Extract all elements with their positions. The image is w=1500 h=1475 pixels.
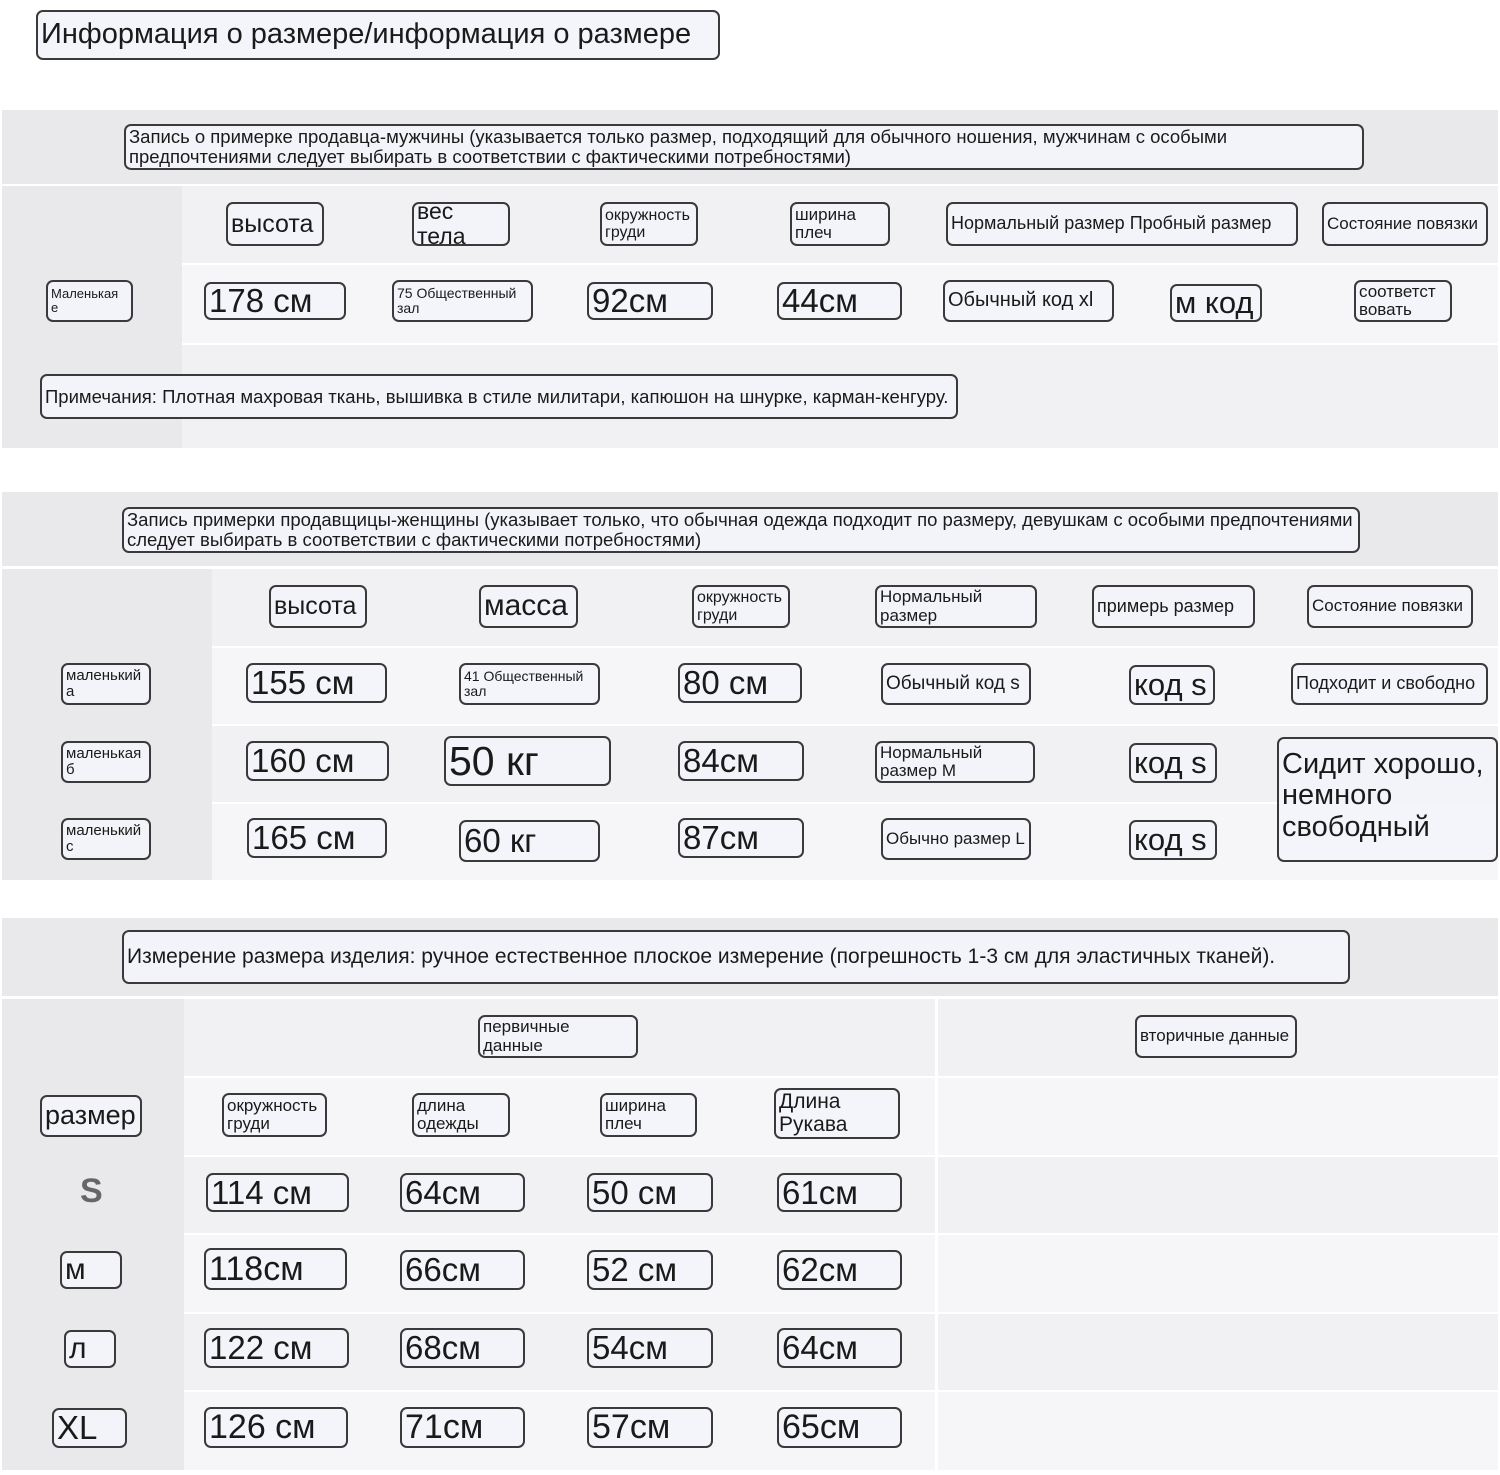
male-header-weight-text: вес тела — [417, 202, 466, 246]
female-header-chest-text: окружность груди — [697, 589, 782, 624]
female-row-2-trial-text: код s — [1134, 745, 1207, 781]
product-row-l-shoulder-text: 54см — [592, 1329, 668, 1367]
product-row-s-chest-text: 114 см — [211, 1173, 312, 1211]
product-row-m-sleeve — [777, 1250, 902, 1290]
product-row-xl-sleeve-text: 65см — [782, 1408, 861, 1447]
female-row-2-state — [1277, 737, 1498, 862]
product-row-s-length — [400, 1173, 525, 1212]
female-header-trial-text: примерь размер — [1097, 595, 1235, 616]
male-row-trial — [1170, 284, 1262, 322]
female-row-2-label — [61, 741, 151, 783]
female-header-weight-text: масса — [484, 589, 568, 623]
male-heading — [124, 124, 1364, 170]
product-secondary-text: вторичные данные — [1140, 1026, 1290, 1046]
product-row-s-length-text: 64см — [405, 1173, 481, 1211]
male-row-state-text: соответст вовать — [1359, 281, 1436, 319]
female-header-normal-text: Нормальный размер — [880, 587, 983, 625]
product-row-l-length — [400, 1328, 525, 1368]
female-row-1-weight-text: 41 Общественный зал — [464, 667, 584, 699]
female-row-2-chest-text: 84см — [683, 742, 759, 780]
product-row-xl-chest — [204, 1407, 348, 1448]
male-heading-text: Запись о примерке продавца-мужчины (указывается только размер, подходящий для обычного ношения, мужчинам с особыми предпочтениями следует выбирать в соответствии с фактическими потребностями) — [129, 126, 1228, 167]
male-row-shoulder-text: 44см — [782, 282, 858, 320]
product-size-header-text: размер — [45, 1100, 136, 1131]
female-row-3-chest-text: 87см — [683, 819, 759, 857]
page-title — [36, 10, 720, 60]
male-header-height-text: высота — [231, 209, 314, 238]
male-row-height-text: 178 см — [209, 282, 313, 320]
male-header-size-text: Нормальный размер Пробный размер — [951, 213, 1272, 234]
female-row-1-trial — [1129, 665, 1215, 705]
female-row-2-weight-text: 50 кг — [449, 737, 539, 784]
female-row-3-weight — [459, 820, 600, 862]
product-row-l-sleeve-text: 64см — [782, 1329, 858, 1367]
product-row-l-chest-text: 122 см — [209, 1329, 313, 1367]
product-row-l-size-text: л — [69, 1331, 87, 1365]
product-row-xl-sleeve — [777, 1407, 902, 1448]
product-row-xl-length-text: 71см — [405, 1408, 484, 1447]
female-row-3-height-text: 165 см — [252, 819, 356, 857]
female-row-1-state-text: Подходит и свободно — [1296, 673, 1476, 694]
product-row-s-shoulder — [587, 1173, 713, 1212]
female-row-3-trial-text: код s — [1134, 822, 1207, 858]
product-row-s-size: S — [80, 1172, 103, 1210]
product-row-m-chest — [204, 1248, 347, 1290]
male-header-chest — [600, 202, 698, 246]
product-row-m-size-text: м — [65, 1252, 86, 1286]
product-row-m-length — [400, 1250, 525, 1290]
male-row-state — [1354, 280, 1452, 322]
product-row-m-chest-text: 118см — [209, 1249, 304, 1288]
female-header-trial — [1092, 585, 1255, 628]
product-row-xl-shoulder — [587, 1407, 713, 1448]
product-secondary-label — [1135, 1015, 1297, 1058]
female-row-1-height — [246, 663, 387, 703]
female-row-3-normal — [881, 818, 1031, 860]
female-header-state-text: Состояние повязки — [1312, 596, 1463, 616]
product-heading-text: Измерение размера изделия: ручное естественное плоское измерение (погрешность 1-3 см для эластичных тканей). — [127, 944, 1276, 968]
product-header-sleeve-text: Длина Рукава — [779, 1089, 848, 1136]
product-row-l-sleeve — [777, 1328, 902, 1368]
product-header-shoulder — [600, 1093, 697, 1137]
product-primary-text: первичные данные — [483, 1017, 570, 1055]
product-primary-label — [478, 1015, 638, 1058]
product-header-chest-text: окружность груди — [227, 1095, 318, 1133]
female-row-3-weight-text: 60 кг — [464, 822, 537, 860]
male-row-chest — [587, 282, 713, 320]
male-row-weight — [392, 280, 533, 322]
product-header-sleeve — [774, 1088, 900, 1139]
product-row-m-size — [60, 1251, 122, 1289]
male-header-chest-text: окружность груди — [605, 206, 690, 241]
female-header-normal — [875, 585, 1037, 628]
page-title-text: Информация о размере/информация о размере — [41, 18, 692, 51]
male-row-shoulder — [777, 282, 902, 320]
male-header-height — [226, 202, 324, 246]
male-header-state — [1322, 202, 1488, 246]
product-row-m-sleeve-text: 62см — [782, 1251, 858, 1289]
product-row-s-chest — [206, 1173, 349, 1212]
product-row-s-shoulder-text: 50 см — [592, 1173, 678, 1211]
product-row-xl-size-text: XL — [57, 1409, 98, 1447]
male-header-shoulder — [790, 202, 890, 246]
female-row-1-label — [61, 663, 151, 705]
male-row-weight-text: 75 Общественный зал — [397, 284, 517, 316]
female-header-chest — [692, 585, 790, 628]
product-row-l-length-text: 68см — [405, 1329, 481, 1367]
product-header-chest — [222, 1093, 327, 1137]
female-header-height — [269, 585, 367, 628]
female-row-2-chest — [678, 741, 804, 781]
female-row-3-height — [247, 818, 387, 858]
product-header-length-text: длина одежды — [417, 1095, 479, 1133]
product-row-xl-shoulder-text: 57см — [592, 1408, 671, 1447]
female-row-1-state — [1291, 663, 1488, 705]
female-row-2-weight — [444, 736, 611, 786]
product-header-length — [412, 1093, 510, 1137]
product-row-s-sleeve-text: 61см — [782, 1173, 858, 1211]
female-row-3-label — [61, 818, 151, 860]
female-row-2-trial — [1129, 743, 1217, 783]
female-header-state — [1307, 585, 1473, 628]
female-row-2-normal-text: Нормальный размер М — [880, 742, 983, 780]
male-row-label-text: Маленькая е — [51, 285, 119, 315]
male-row-chest-text: 92см — [592, 282, 668, 320]
female-row-2-height-text: 160 см — [251, 742, 355, 780]
product-size-header — [40, 1095, 142, 1137]
female-row-1-chest — [678, 663, 802, 703]
product-row-l-shoulder — [587, 1328, 713, 1368]
product-size-column — [2, 999, 184, 1470]
product-row-xl-size — [52, 1408, 127, 1448]
product-row-xl-length — [400, 1407, 525, 1448]
female-row-3-normal-text: Обычно размер L — [886, 828, 1025, 848]
product-row-m-shoulder-text: 52 см — [592, 1251, 678, 1289]
male-row-normal — [943, 280, 1114, 322]
product-heading — [122, 930, 1350, 984]
female-row-1-normal-text: Обычный код s — [886, 672, 1020, 694]
product-row-l-size — [64, 1330, 116, 1368]
female-row-1-normal — [881, 663, 1031, 705]
product-row-m-length-text: 66см — [405, 1251, 481, 1289]
product-row-l-chest — [204, 1328, 349, 1368]
product-row-xl-chest-text: 126 см — [209, 1408, 316, 1447]
female-row-3-label-text: маленький с — [66, 821, 142, 855]
male-header-size — [946, 202, 1298, 246]
male-header-weight — [412, 202, 510, 246]
female-row-2-height — [246, 741, 389, 781]
female-row-3-trial — [1129, 820, 1217, 860]
male-row-height — [204, 282, 346, 320]
male-row-normal-text: Обычный код xl — [948, 289, 1094, 312]
male-header-state-text: Состояние повязки — [1327, 213, 1478, 233]
product-header-shoulder-text: ширина плеч — [605, 1095, 666, 1133]
female-row-1-weight — [459, 663, 600, 705]
female-row-1-trial-text: код s — [1134, 667, 1207, 703]
female-header-weight — [479, 585, 578, 628]
male-row-label — [46, 280, 133, 322]
female-row-2-label-text: маленькая б — [66, 744, 142, 778]
female-row-1-label-text: маленький а — [66, 666, 142, 700]
female-row-1-chest-text: 80 см — [683, 664, 769, 702]
female-header-height-text: высота — [274, 592, 357, 620]
male-remarks — [40, 374, 958, 419]
product-column-divider — [935, 999, 938, 1470]
product-row-s-sleeve — [777, 1173, 902, 1212]
male-remarks-text: Примечания: Плотная махровая ткань, вышивка в стиле милитари, капюшон на шнурке, карман-кенгуру. — [45, 385, 949, 407]
female-heading — [122, 507, 1360, 553]
male-header-shoulder-text: ширина плеч — [795, 204, 856, 242]
female-row-2-normal — [875, 741, 1035, 783]
female-row-3-chest — [678, 818, 804, 858]
female-row-1-height-text: 155 см — [251, 664, 355, 702]
female-heading-text: Запись примерки продавщицы-женщины (указывает только, что обычная одежда подходит по размеру, девушкам с особыми предпочтениями следует выбирать в соответствии с фактическими потребностями) — [127, 509, 1353, 550]
female-row-2-state-text: Сидит хорошо, немного свободный — [1282, 748, 1484, 843]
male-row-trial-text: м код — [1175, 285, 1254, 321]
product-row-m-shoulder — [587, 1250, 713, 1290]
